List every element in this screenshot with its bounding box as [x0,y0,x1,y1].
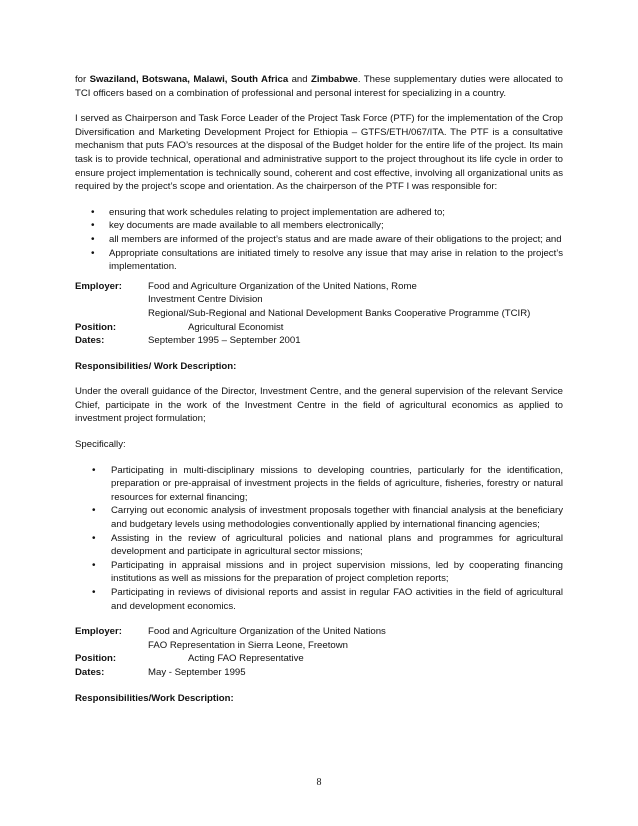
bullet-icon: • [92,532,96,544]
last-country-text: Zimbabwe [310,74,358,85]
employer-line: FAO Representation in Sierra Leone, Freetown [148,639,348,651]
list-item: • Carrying out economic analysis of investment proposals together with financial analysis at the beneficiary and budgetary levels using methodologies conventionally applied by international financing agencies; [92,505,563,531]
ptf-bullet-list [75,206,563,274]
bullet-icon: • [91,247,95,259]
page-number: 8 [316,777,322,788]
position-label: Position: [75,321,117,333]
position-value: Acting FAO Representative [188,653,304,665]
position-label: Position: [75,653,117,665]
list-item: • all members are informed of the project’s status and are made aware of their obligations to the project; and [91,233,562,245]
countries-text: Swaziland, Botswana, Malawi, South Africa [89,74,289,85]
list-item: • Assisting in the review of agricultural policies and national plans and programmes for agricultural development and participate in agricultural sector missions; [92,532,563,558]
list-item: • Participating in multi-disciplinary missions to developing countries, particularly for the identification, preparation or pre-appraisal of investment projects in the fields of agriculture, fisheries, forestry or natural resources for external financing; [92,464,563,503]
employer-label: Employer: [75,626,122,638]
bullet-icon: • [92,587,96,598]
bullet-icon: • [92,464,96,476]
list-item: • Appropriate consultations are initiated timely to resolve any issue that may arise in relation to the project’s implementation. [91,247,563,273]
bullet-icon: • [91,233,95,245]
employer-line: Regional/Sub-Regional and National Development Banks Cooperative Programme (TCIR) [148,307,531,319]
employment-block-2 [75,625,563,679]
responsibilities-paragraph: Under the overall guidance of the Director, Investment Centre, and the general supervision of the relevant Service Chief, participate in the work of the Investment Centre in the field of agricultural economics as applied to investment project formulation; [75,386,563,425]
bullet-icon: • [92,559,96,571]
section-heading: Responsibilities/ Work Description: [75,360,237,372]
bullet-icon: • [91,220,95,232]
employer-line: Food and Agriculture Organization of the United Nations, Rome [148,280,417,292]
dates-label: Dates: [75,335,105,347]
dates-label: Dates: [75,666,105,678]
dates-value: September 1995 – September 2001 [148,335,301,347]
bullet-icon: • [92,505,96,517]
list-item: • Participating in appraisal missions and in project supervision missions, led by cooperating financing institutions as well as missions for the preparation of project completion reports; [92,559,563,585]
list-item: • key documents are made available to all members electronically; [91,220,384,232]
document-page [75,73,563,705]
list-item: • ensuring that work schedules relating to project implementation are adhered to; [91,206,445,218]
specifically-text: Specifically: [75,439,126,451]
employment-block-1 [75,280,563,348]
responsibilities-bullet-list [75,464,563,614]
position-value: Agricultural Economist [188,321,284,333]
list-item: • Participating in reviews of divisional reports and assist in regular FAO activities in the field of agricultural and development economics. [92,587,563,612]
employer-line: Investment Centre Division [148,294,263,306]
intro-paragraph: for Swaziland, Botswana, Malawi, South Africa and Zimbabwe. These supplementary duties were allocated to TCI officers based on a combination of professional and personal interest for specializing in a country. [75,74,563,99]
ptf-paragraph: I served as Chairperson and Task Force Leader of the Project Task Force (PTF) for the implementation of the Crop Diversification and Marketing Development Project for Ethiopia – GTFS/ETH/067/ITA. The PTF is a consultative mechanism that puts FAO’s resources at the disposal of the Budget holder for the entire life of the project. Its main task is to provide technical, operational and administrative support to the project throughout its life cycle in order to ensure project implementation is technically sound, coherent and cost effective, involving all organizational units as required by the project’s scope and orientation. As the chairperson of the PTF I was responsible for: [75,113,563,193]
employer-line: Food and Agriculture Organization of the United Nations [148,626,386,638]
section-heading: Responsibilities/Work Description: [75,692,234,704]
employer-label: Employer: [75,280,122,292]
bullet-icon: • [91,206,95,218]
dates-value: May - September 1995 [148,666,246,678]
